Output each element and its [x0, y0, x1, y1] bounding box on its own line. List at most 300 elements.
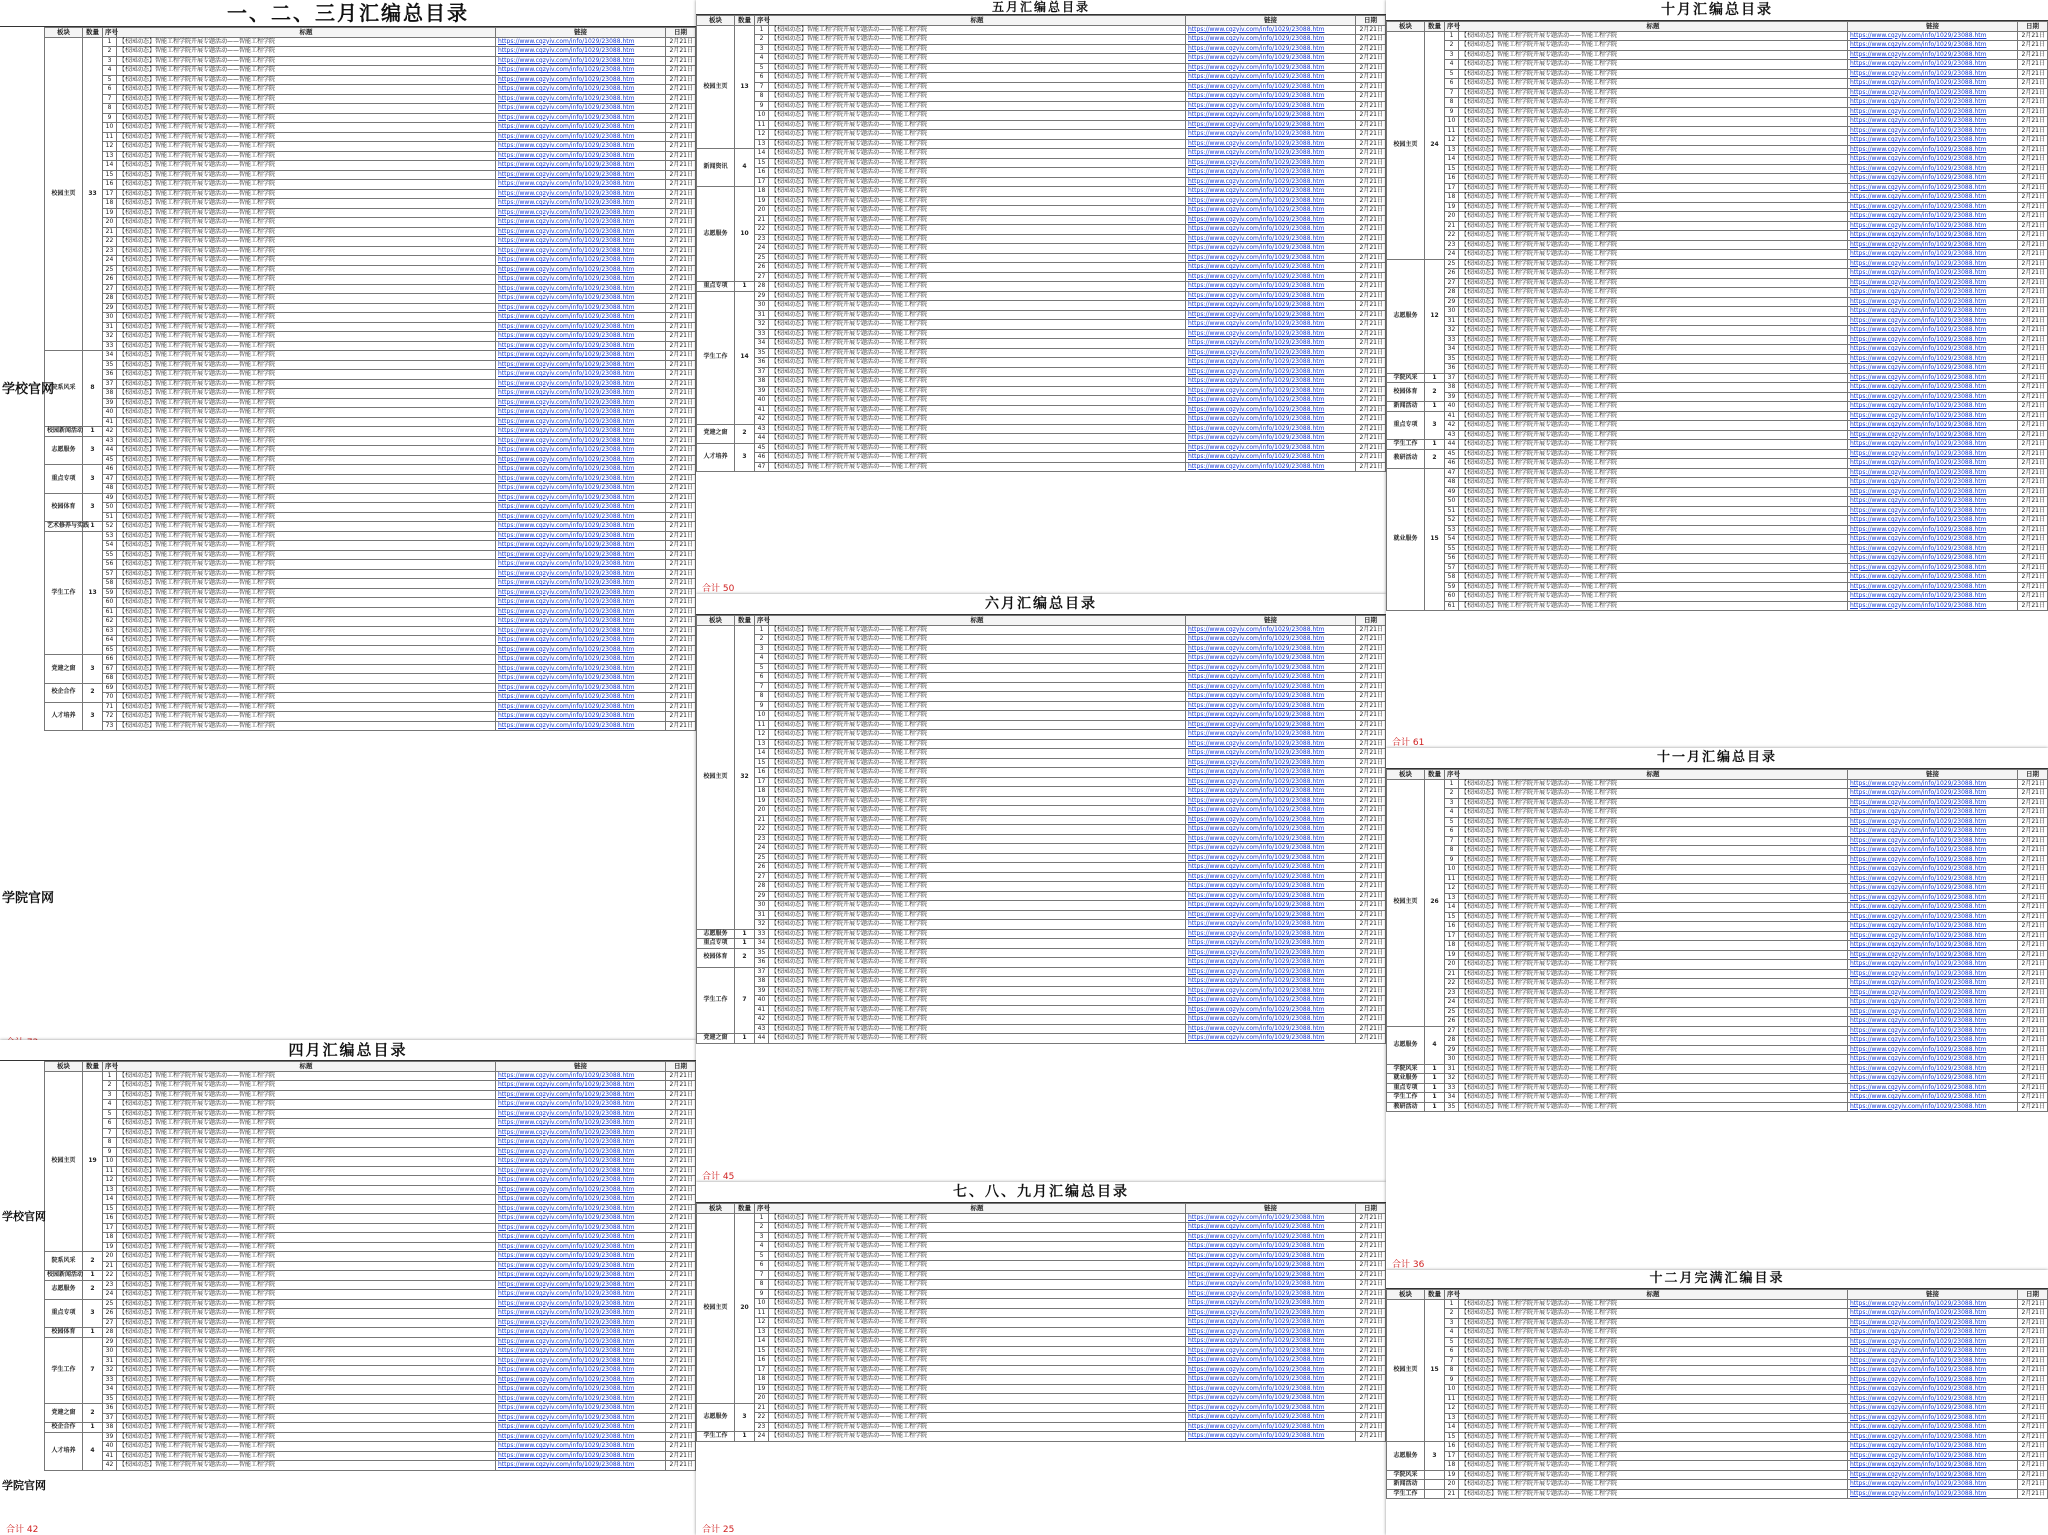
row-link[interactable]: https://www.cqzyiv.com/info/1029/23088.htm — [1186, 1308, 1356, 1318]
row-link[interactable]: https://www.cqzyiv.com/info/1029/23088.htm — [496, 1309, 666, 1319]
row-link[interactable]: https://www.cqzyiv.com/info/1029/23088.htm — [1848, 535, 2018, 545]
row-link[interactable]: https://www.cqzyiv.com/info/1029/23088.htm — [1848, 979, 2018, 989]
row-link[interactable]: https://www.cqzyiv.com/info/1029/23088.htm — [1186, 25, 1356, 35]
row-link[interactable]: https://www.cqzyiv.com/info/1029/23088.htm — [1186, 187, 1356, 197]
row-link[interactable]: https://www.cqzyiv.com/info/1029/23088.htm — [496, 237, 666, 247]
row-link[interactable]: https://www.cqzyiv.com/info/1029/23088.htm — [1848, 1470, 2018, 1480]
row-link[interactable]: https://www.cqzyiv.com/info/1029/23088.htm — [496, 208, 666, 218]
row-link[interactable]: https://www.cqzyiv.com/info/1029/23088.htm — [1848, 1489, 2018, 1499]
row-link[interactable]: https://www.cqzyiv.com/info/1029/23088.htm — [496, 218, 666, 228]
row-link[interactable]: https://www.cqzyiv.com/info/1029/23088.htm — [496, 1451, 666, 1461]
row-link[interactable]: https://www.cqzyiv.com/info/1029/23088.htm — [1186, 1261, 1356, 1271]
row-link[interactable]: https://www.cqzyiv.com/info/1029/23088.htm — [1848, 1404, 2018, 1414]
row-link[interactable]: https://www.cqzyiv.com/info/1029/23088.htm — [1186, 177, 1356, 187]
row-link[interactable]: https://www.cqzyiv.com/info/1029/23088.htm — [1186, 768, 1356, 778]
row-link[interactable]: https://www.cqzyiv.com/info/1029/23088.htm — [1848, 1385, 2018, 1395]
row-link[interactable]: https://www.cqzyiv.com/info/1029/23088.htm — [496, 379, 666, 389]
row-link[interactable]: https://www.cqzyiv.com/info/1029/23088.htm — [1848, 1017, 2018, 1027]
row-link[interactable]: https://www.cqzyiv.com/info/1029/23088.htm — [496, 360, 666, 370]
row-link[interactable]: https://www.cqzyiv.com/info/1029/23088.htm — [1848, 69, 2018, 79]
row-link[interactable]: https://www.cqzyiv.com/info/1029/23088.htm — [496, 674, 666, 684]
row-link[interactable]: https://www.cqzyiv.com/info/1029/23088.htm — [496, 427, 666, 437]
row-link[interactable]: https://www.cqzyiv.com/info/1029/23088.htm — [1848, 231, 2018, 241]
row-link[interactable]: https://www.cqzyiv.com/info/1029/23088.htm — [1186, 73, 1356, 83]
row-link[interactable]: https://www.cqzyiv.com/info/1029/23088.htm — [496, 1347, 666, 1357]
row-link[interactable]: https://www.cqzyiv.com/info/1029/23088.htm — [496, 151, 666, 161]
row-link[interactable]: https://www.cqzyiv.com/info/1029/23088.htm — [1848, 1055, 2018, 1065]
row-link[interactable]: https://www.cqzyiv.com/info/1029/23088.htm — [1186, 853, 1356, 863]
row-link[interactable]: https://www.cqzyiv.com/info/1029/23088.htm — [1848, 497, 2018, 507]
row-link[interactable]: https://www.cqzyiv.com/info/1029/23088.htm — [496, 693, 666, 703]
row-link[interactable]: https://www.cqzyiv.com/info/1029/23088.htm — [496, 322, 666, 332]
row-link[interactable]: https://www.cqzyiv.com/info/1029/23088.htm — [496, 170, 666, 180]
row-link[interactable]: https://www.cqzyiv.com/info/1029/23088.htm — [1848, 988, 2018, 998]
row-link[interactable]: https://www.cqzyiv.com/info/1029/23088.htm — [496, 436, 666, 446]
row-link[interactable]: https://www.cqzyiv.com/info/1029/23088.htm — [496, 265, 666, 275]
row-link[interactable]: https://www.cqzyiv.com/info/1029/23088.htm — [496, 1280, 666, 1290]
row-link[interactable]: https://www.cqzyiv.com/info/1029/23088.htm — [1186, 1280, 1356, 1290]
row-link[interactable]: https://www.cqzyiv.com/info/1029/23088.htm — [1186, 1034, 1356, 1044]
row-link[interactable]: https://www.cqzyiv.com/info/1029/23088.htm — [1186, 673, 1356, 683]
row-link[interactable]: https://www.cqzyiv.com/info/1029/23088.htm — [1848, 155, 2018, 165]
row-link[interactable]: https://www.cqzyiv.com/info/1029/23088.htm — [496, 227, 666, 237]
row-link[interactable]: https://www.cqzyiv.com/info/1029/23088.htm — [1848, 468, 2018, 478]
row-link[interactable]: https://www.cqzyiv.com/info/1029/23088.htm — [1186, 1270, 1356, 1280]
row-link[interactable]: https://www.cqzyiv.com/info/1029/23088.htm — [496, 626, 666, 636]
row-link[interactable]: https://www.cqzyiv.com/info/1029/23088.htm — [1848, 478, 2018, 488]
row-link[interactable]: https://www.cqzyiv.com/info/1029/23088.htm — [1848, 1356, 2018, 1366]
row-link[interactable]: https://www.cqzyiv.com/info/1029/23088.htm — [496, 1299, 666, 1309]
row-link[interactable]: https://www.cqzyiv.com/info/1029/23088.htm — [1186, 1015, 1356, 1025]
row-link[interactable]: https://www.cqzyiv.com/info/1029/23088.htm — [1186, 758, 1356, 768]
row-link[interactable]: https://www.cqzyiv.com/info/1029/23088.htm — [1848, 117, 2018, 127]
row-link[interactable]: https://www.cqzyiv.com/info/1029/23088.htm — [496, 1090, 666, 1100]
row-link[interactable]: https://www.cqzyiv.com/info/1029/23088.htm — [1186, 415, 1356, 425]
row-link[interactable]: https://www.cqzyiv.com/info/1029/23088.htm — [1186, 329, 1356, 339]
row-link[interactable]: https://www.cqzyiv.com/info/1029/23088.htm — [1848, 1026, 2018, 1036]
row-link[interactable]: https://www.cqzyiv.com/info/1029/23088.htm — [1848, 250, 2018, 260]
row-link[interactable]: https://www.cqzyiv.com/info/1029/23088.htm — [1186, 225, 1356, 235]
row-link[interactable]: https://www.cqzyiv.com/info/1029/23088.htm — [496, 588, 666, 598]
row-link[interactable]: https://www.cqzyiv.com/info/1029/23088.htm — [496, 541, 666, 551]
row-link[interactable]: https://www.cqzyiv.com/info/1029/23088.htm — [1848, 855, 2018, 865]
row-link[interactable]: https://www.cqzyiv.com/info/1029/23088.htm — [1848, 269, 2018, 279]
row-link[interactable]: https://www.cqzyiv.com/info/1029/23088.htm — [1848, 1432, 2018, 1442]
row-link[interactable]: https://www.cqzyiv.com/info/1029/23088.htm — [496, 256, 666, 266]
row-link[interactable]: https://www.cqzyiv.com/info/1029/23088.htm — [1848, 354, 2018, 364]
row-link[interactable]: https://www.cqzyiv.com/info/1029/23088.htm — [1186, 234, 1356, 244]
row-link[interactable]: https://www.cqzyiv.com/info/1029/23088.htm — [1848, 827, 2018, 837]
row-link[interactable]: https://www.cqzyiv.com/info/1029/23088.htm — [1186, 1375, 1356, 1385]
row-link[interactable]: https://www.cqzyiv.com/info/1029/23088.htm — [496, 284, 666, 294]
row-link[interactable]: https://www.cqzyiv.com/info/1029/23088.htm — [496, 398, 666, 408]
row-link[interactable]: https://www.cqzyiv.com/info/1029/23088.htm — [496, 1233, 666, 1243]
row-link[interactable]: https://www.cqzyiv.com/info/1029/23088.htm — [1186, 1403, 1356, 1413]
row-link[interactable]: https://www.cqzyiv.com/info/1029/23088.htm — [496, 560, 666, 570]
row-link[interactable]: https://www.cqzyiv.com/info/1029/23088.htm — [496, 1271, 666, 1281]
row-link[interactable]: https://www.cqzyiv.com/info/1029/23088.htm — [1848, 164, 2018, 174]
row-link[interactable]: https://www.cqzyiv.com/info/1029/23088.htm — [1186, 63, 1356, 73]
row-link[interactable]: https://www.cqzyiv.com/info/1029/23088.htm — [1848, 1413, 2018, 1423]
row-link[interactable]: https://www.cqzyiv.com/info/1029/23088.htm — [1186, 149, 1356, 159]
row-link[interactable]: https://www.cqzyiv.com/info/1029/23088.htm — [1186, 206, 1356, 216]
row-link[interactable]: https://www.cqzyiv.com/info/1029/23088.htm — [496, 1290, 666, 1300]
row-link[interactable]: https://www.cqzyiv.com/info/1029/23088.htm — [1848, 1299, 2018, 1309]
row-link[interactable]: https://www.cqzyiv.com/info/1029/23088.htm — [496, 417, 666, 427]
row-link[interactable]: https://www.cqzyiv.com/info/1029/23088.htm — [1186, 739, 1356, 749]
row-link[interactable]: https://www.cqzyiv.com/info/1029/23088.htm — [496, 1166, 666, 1176]
row-link[interactable]: https://www.cqzyiv.com/info/1029/23088.htm — [496, 474, 666, 484]
row-link[interactable]: https://www.cqzyiv.com/info/1029/23088.htm — [1186, 806, 1356, 816]
row-link[interactable]: https://www.cqzyiv.com/info/1029/23088.htm — [496, 636, 666, 646]
row-link[interactable]: https://www.cqzyiv.com/info/1029/23088.htm — [1848, 288, 2018, 298]
row-link[interactable]: https://www.cqzyiv.com/info/1029/23088.htm — [496, 522, 666, 532]
row-link[interactable]: https://www.cqzyiv.com/info/1029/23088.htm — [1186, 272, 1356, 282]
row-link[interactable]: https://www.cqzyiv.com/info/1029/23088.htm — [1848, 903, 2018, 913]
row-link[interactable]: https://www.cqzyiv.com/info/1029/23088.htm — [1848, 259, 2018, 269]
row-link[interactable]: https://www.cqzyiv.com/info/1029/23088.htm — [1848, 1442, 2018, 1452]
row-link[interactable]: https://www.cqzyiv.com/info/1029/23088.htm — [1848, 411, 2018, 421]
row-link[interactable]: https://www.cqzyiv.com/info/1029/23088.htm — [496, 1394, 666, 1404]
row-link[interactable]: https://www.cqzyiv.com/info/1029/23088.htm — [1186, 253, 1356, 263]
row-link[interactable]: https://www.cqzyiv.com/info/1029/23088.htm — [1186, 168, 1356, 178]
row-link[interactable]: https://www.cqzyiv.com/info/1029/23088.htm — [1848, 373, 2018, 383]
row-link[interactable]: https://www.cqzyiv.com/info/1029/23088.htm — [1848, 307, 2018, 317]
row-link[interactable]: https://www.cqzyiv.com/info/1029/23088.htm — [1848, 525, 2018, 535]
row-link[interactable]: https://www.cqzyiv.com/info/1029/23088.htm — [496, 199, 666, 209]
row-link[interactable]: https://www.cqzyiv.com/info/1029/23088.htm — [1186, 1356, 1356, 1366]
row-link[interactable]: https://www.cqzyiv.com/info/1029/23088.htm — [496, 1423, 666, 1433]
row-link[interactable]: https://www.cqzyiv.com/info/1029/23088.htm — [1848, 1423, 2018, 1433]
row-link[interactable]: https://www.cqzyiv.com/info/1029/23088.htm — [1848, 79, 2018, 89]
row-link[interactable]: https://www.cqzyiv.com/info/1029/23088.htm — [496, 1318, 666, 1328]
row-link[interactable]: https://www.cqzyiv.com/info/1029/23088.htm — [496, 1328, 666, 1338]
row-link[interactable]: https://www.cqzyiv.com/info/1029/23088.htm — [1848, 98, 2018, 108]
row-link[interactable]: https://www.cqzyiv.com/info/1029/23088.htm — [496, 1119, 666, 1129]
row-link[interactable]: https://www.cqzyiv.com/info/1029/23088.htm — [1848, 544, 2018, 554]
row-link[interactable]: https://www.cqzyiv.com/info/1029/23088.htm — [496, 1261, 666, 1271]
row-link[interactable]: https://www.cqzyiv.com/info/1029/23088.htm — [1848, 1074, 2018, 1084]
row-link[interactable]: https://www.cqzyiv.com/info/1029/23088.htm — [1186, 1223, 1356, 1233]
row-link[interactable]: https://www.cqzyiv.com/info/1029/23088.htm — [1186, 386, 1356, 396]
row-link[interactable]: https://www.cqzyiv.com/info/1029/23088.htm — [1186, 1299, 1356, 1309]
row-link[interactable]: https://www.cqzyiv.com/info/1029/23088.htm — [1848, 1328, 2018, 1338]
row-link[interactable]: https://www.cqzyiv.com/info/1029/23088.htm — [1848, 316, 2018, 326]
row-link[interactable]: https://www.cqzyiv.com/info/1029/23088.htm — [496, 37, 666, 47]
row-link[interactable]: https://www.cqzyiv.com/info/1029/23088.htm — [1848, 402, 2018, 412]
row-link[interactable]: https://www.cqzyiv.com/info/1029/23088.htm — [496, 94, 666, 104]
row-link[interactable]: https://www.cqzyiv.com/info/1029/23088.htm — [496, 1404, 666, 1414]
row-link[interactable]: https://www.cqzyiv.com/info/1029/23088.htm — [1186, 749, 1356, 759]
row-link[interactable]: https://www.cqzyiv.com/info/1029/23088.htm — [1186, 120, 1356, 130]
row-link[interactable]: https://www.cqzyiv.com/info/1029/23088.htm — [1848, 487, 2018, 497]
row-link[interactable]: https://www.cqzyiv.com/info/1029/23088.htm — [1848, 506, 2018, 516]
row-link[interactable]: https://www.cqzyiv.com/info/1029/23088.htm — [1186, 996, 1356, 1006]
row-link[interactable]: https://www.cqzyiv.com/info/1029/23088.htm — [496, 1337, 666, 1347]
row-link[interactable]: https://www.cqzyiv.com/info/1029/23088.htm — [496, 550, 666, 560]
row-link[interactable]: https://www.cqzyiv.com/info/1029/23088.htm — [1848, 459, 2018, 469]
row-link[interactable]: https://www.cqzyiv.com/info/1029/23088.htm — [496, 1385, 666, 1395]
row-link[interactable]: https://www.cqzyiv.com/info/1029/23088.htm — [496, 1081, 666, 1091]
row-link[interactable]: https://www.cqzyiv.com/info/1029/23088.htm — [1186, 358, 1356, 368]
row-link[interactable]: https://www.cqzyiv.com/info/1029/23088.htm — [1848, 1480, 2018, 1490]
row-link[interactable]: https://www.cqzyiv.com/info/1029/23088.htm — [1186, 1005, 1356, 1015]
row-link[interactable]: https://www.cqzyiv.com/info/1029/23088.htm — [1848, 1102, 2018, 1112]
row-link[interactable]: https://www.cqzyiv.com/info/1029/23088.htm — [1186, 158, 1356, 168]
row-link[interactable]: https://www.cqzyiv.com/info/1029/23088.htm — [496, 1204, 666, 1214]
row-link[interactable]: https://www.cqzyiv.com/info/1029/23088.htm — [1186, 1413, 1356, 1423]
row-link[interactable]: https://www.cqzyiv.com/info/1029/23088.htm — [496, 531, 666, 541]
row-link[interactable]: https://www.cqzyiv.com/info/1029/23088.htm — [1848, 126, 2018, 136]
row-link[interactable]: https://www.cqzyiv.com/info/1029/23088.htm — [496, 1195, 666, 1205]
row-link[interactable]: https://www.cqzyiv.com/info/1029/23088.htm — [1186, 92, 1356, 102]
row-link[interactable]: https://www.cqzyiv.com/info/1029/23088.htm — [1186, 1337, 1356, 1347]
row-link[interactable]: https://www.cqzyiv.com/info/1029/23088.htm — [1848, 817, 2018, 827]
row-link[interactable]: https://www.cqzyiv.com/info/1029/23088.htm — [496, 512, 666, 522]
row-link[interactable]: https://www.cqzyiv.com/info/1029/23088.htm — [1186, 396, 1356, 406]
row-link[interactable]: https://www.cqzyiv.com/info/1029/23088.htm — [1186, 663, 1356, 673]
row-link[interactable]: https://www.cqzyiv.com/info/1029/23088.htm — [1186, 625, 1356, 635]
row-link[interactable]: https://www.cqzyiv.com/info/1029/23088.htm — [1848, 1309, 2018, 1319]
row-link[interactable]: https://www.cqzyiv.com/info/1029/23088.htm — [1186, 320, 1356, 330]
row-link[interactable]: https://www.cqzyiv.com/info/1029/23088.htm — [496, 712, 666, 722]
row-link[interactable]: https://www.cqzyiv.com/info/1029/23088.htm — [496, 294, 666, 304]
row-link[interactable]: https://www.cqzyiv.com/info/1029/23088.htm — [496, 123, 666, 133]
row-link[interactable]: https://www.cqzyiv.com/info/1029/23088.htm — [1186, 1384, 1356, 1394]
row-link[interactable]: https://www.cqzyiv.com/info/1029/23088.htm — [496, 1375, 666, 1385]
row-link[interactable]: https://www.cqzyiv.com/info/1029/23088.htm — [1848, 1036, 2018, 1046]
row-link[interactable]: https://www.cqzyiv.com/info/1029/23088.htm — [1848, 392, 2018, 402]
row-link[interactable]: https://www.cqzyiv.com/info/1029/23088.htm — [1186, 1346, 1356, 1356]
row-link[interactable]: https://www.cqzyiv.com/info/1029/23088.htm — [1848, 912, 2018, 922]
row-link[interactable]: https://www.cqzyiv.com/info/1029/23088.htm — [1186, 139, 1356, 149]
row-link[interactable]: https://www.cqzyiv.com/info/1029/23088.htm — [1186, 35, 1356, 45]
row-link[interactable]: https://www.cqzyiv.com/info/1029/23088.htm — [1186, 310, 1356, 320]
row-link[interactable]: https://www.cqzyiv.com/info/1029/23088.htm — [496, 1356, 666, 1366]
row-link[interactable]: https://www.cqzyiv.com/info/1029/23088.htm — [1186, 130, 1356, 140]
row-link[interactable]: https://www.cqzyiv.com/info/1029/23088.htm — [1186, 44, 1356, 54]
row-link[interactable]: https://www.cqzyiv.com/info/1029/23088.htm — [1186, 977, 1356, 987]
row-link[interactable]: https://www.cqzyiv.com/info/1029/23088.htm — [496, 484, 666, 494]
row-link[interactable]: https://www.cqzyiv.com/info/1029/23088.htm — [1186, 692, 1356, 702]
row-link[interactable]: https://www.cqzyiv.com/info/1029/23088.htm — [1848, 430, 2018, 440]
row-link[interactable]: https://www.cqzyiv.com/info/1029/23088.htm — [1186, 291, 1356, 301]
row-link[interactable]: https://www.cqzyiv.com/info/1029/23088.htm — [1848, 1451, 2018, 1461]
row-link[interactable]: https://www.cqzyiv.com/info/1029/23088.htm — [1848, 383, 2018, 393]
row-link[interactable]: https://www.cqzyiv.com/info/1029/23088.htm — [496, 1147, 666, 1157]
row-link[interactable]: https://www.cqzyiv.com/info/1029/23088.htm — [496, 446, 666, 456]
row-link[interactable]: https://www.cqzyiv.com/info/1029/23088.htm — [1186, 82, 1356, 92]
row-link[interactable]: https://www.cqzyiv.com/info/1029/23088.htm — [496, 455, 666, 465]
row-link[interactable]: https://www.cqzyiv.com/info/1029/23088.htm — [1848, 516, 2018, 526]
row-link[interactable]: https://www.cqzyiv.com/info/1029/23088.htm — [496, 275, 666, 285]
row-link[interactable]: https://www.cqzyiv.com/info/1029/23088.htm — [1186, 1242, 1356, 1252]
row-link[interactable]: https://www.cqzyiv.com/info/1029/23088.htm — [496, 408, 666, 418]
row-link[interactable]: https://www.cqzyiv.com/info/1029/23088.htm — [1848, 326, 2018, 336]
row-link[interactable]: https://www.cqzyiv.com/info/1029/23088.htm — [1186, 834, 1356, 844]
row-link[interactable]: https://www.cqzyiv.com/info/1029/23088.htm — [496, 503, 666, 513]
row-link[interactable]: https://www.cqzyiv.com/info/1029/23088.htm — [1186, 901, 1356, 911]
row-link[interactable]: https://www.cqzyiv.com/info/1029/23088.htm — [1186, 462, 1356, 472]
row-link[interactable]: https://www.cqzyiv.com/info/1029/23088.htm — [496, 702, 666, 712]
row-link[interactable]: https://www.cqzyiv.com/info/1029/23088.htm — [496, 664, 666, 674]
row-link[interactable]: https://www.cqzyiv.com/info/1029/23088.htm — [1848, 960, 2018, 970]
row-link[interactable]: https://www.cqzyiv.com/info/1029/23088.htm — [1186, 263, 1356, 273]
row-link[interactable]: https://www.cqzyiv.com/info/1029/23088.htm — [496, 1214, 666, 1224]
row-link[interactable]: https://www.cqzyiv.com/info/1029/23088.htm — [496, 598, 666, 608]
row-link[interactable]: https://www.cqzyiv.com/info/1029/23088.htm — [1186, 101, 1356, 111]
row-link[interactable]: https://www.cqzyiv.com/info/1029/23088.htm — [1186, 844, 1356, 854]
row-link[interactable]: https://www.cqzyiv.com/info/1029/23088.htm — [1848, 297, 2018, 307]
row-link[interactable]: https://www.cqzyiv.com/info/1029/23088.htm — [1186, 891, 1356, 901]
row-link[interactable]: https://www.cqzyiv.com/info/1029/23088.htm — [1848, 1083, 2018, 1093]
row-link[interactable]: https://www.cqzyiv.com/info/1029/23088.htm — [1848, 884, 2018, 894]
row-link[interactable]: https://www.cqzyiv.com/info/1029/23088.htm — [1848, 846, 2018, 856]
row-link[interactable]: https://www.cqzyiv.com/info/1029/23088.htm — [1186, 348, 1356, 358]
row-link[interactable]: https://www.cqzyiv.com/info/1029/23088.htm — [1186, 929, 1356, 939]
row-link[interactable]: https://www.cqzyiv.com/info/1029/23088.htm — [496, 1366, 666, 1376]
row-link[interactable]: https://www.cqzyiv.com/info/1029/23088.htm — [496, 1442, 666, 1452]
row-link[interactable]: https://www.cqzyiv.com/info/1029/23088.htm — [1848, 440, 2018, 450]
row-link[interactable]: https://www.cqzyiv.com/info/1029/23088.htm — [496, 104, 666, 114]
row-link[interactable]: https://www.cqzyiv.com/info/1029/23088.htm — [1848, 922, 2018, 932]
row-link[interactable]: https://www.cqzyiv.com/info/1029/23088.htm — [1848, 1461, 2018, 1471]
row-link[interactable]: https://www.cqzyiv.com/info/1029/23088.htm — [496, 1185, 666, 1195]
row-link[interactable]: https://www.cqzyiv.com/info/1029/23088.htm — [496, 1071, 666, 1081]
row-link[interactable]: https://www.cqzyiv.com/info/1029/23088.htm — [1848, 601, 2018, 611]
row-link[interactable]: https://www.cqzyiv.com/info/1029/23088.htm — [1848, 1394, 2018, 1404]
row-link[interactable]: https://www.cqzyiv.com/info/1029/23088.htm — [1848, 1366, 2018, 1376]
row-link[interactable]: https://www.cqzyiv.com/info/1029/23088.htm — [1848, 998, 2018, 1008]
row-link[interactable]: https://www.cqzyiv.com/info/1029/23088.htm — [496, 351, 666, 361]
row-link[interactable]: https://www.cqzyiv.com/info/1029/23088.htm — [496, 1176, 666, 1186]
row-link[interactable]: https://www.cqzyiv.com/info/1029/23088.htm — [1186, 720, 1356, 730]
row-link[interactable]: https://www.cqzyiv.com/info/1029/23088.htm — [1848, 1045, 2018, 1055]
row-link[interactable]: https://www.cqzyiv.com/info/1029/23088.htm — [496, 341, 666, 351]
row-link[interactable]: https://www.cqzyiv.com/info/1029/23088.htm — [1848, 969, 2018, 979]
row-link[interactable]: https://www.cqzyiv.com/info/1029/23088.htm — [496, 189, 666, 199]
row-link[interactable]: https://www.cqzyiv.com/info/1029/23088.htm — [1186, 434, 1356, 444]
row-link[interactable]: https://www.cqzyiv.com/info/1029/23088.htm — [1186, 967, 1356, 977]
row-link[interactable]: https://www.cqzyiv.com/info/1029/23088.htm — [1848, 1375, 2018, 1385]
row-link[interactable]: https://www.cqzyiv.com/info/1029/23088.htm — [1848, 941, 2018, 951]
row-link[interactable]: https://www.cqzyiv.com/info/1029/23088.htm — [1848, 563, 2018, 573]
row-link[interactable]: https://www.cqzyiv.com/info/1029/23088.htm — [496, 142, 666, 152]
row-link[interactable]: https://www.cqzyiv.com/info/1029/23088.htm — [496, 75, 666, 85]
row-link[interactable]: https://www.cqzyiv.com/info/1029/23088.htm — [1848, 278, 2018, 288]
row-link[interactable]: https://www.cqzyiv.com/info/1029/23088.htm — [1186, 453, 1356, 463]
row-link[interactable]: https://www.cqzyiv.com/info/1029/23088.htm — [1186, 443, 1356, 453]
row-link[interactable]: https://www.cqzyiv.com/info/1029/23088.htm — [1848, 1347, 2018, 1357]
row-link[interactable]: https://www.cqzyiv.com/info/1029/23088.htm — [1186, 282, 1356, 292]
row-link[interactable]: https://www.cqzyiv.com/info/1029/23088.htm — [1848, 88, 2018, 98]
row-link[interactable]: https://www.cqzyiv.com/info/1029/23088.htm — [1186, 730, 1356, 740]
row-link[interactable]: https://www.cqzyiv.com/info/1029/23088.htm — [496, 85, 666, 95]
row-link[interactable]: https://www.cqzyiv.com/info/1029/23088.htm — [1848, 221, 2018, 231]
row-link[interactable]: https://www.cqzyiv.com/info/1029/23088.htm — [1186, 1024, 1356, 1034]
row-link[interactable]: https://www.cqzyiv.com/info/1029/23088.htm — [1186, 872, 1356, 882]
row-link[interactable]: https://www.cqzyiv.com/info/1029/23088.htm — [1848, 582, 2018, 592]
row-link[interactable]: https://www.cqzyiv.com/info/1029/23088.htm — [1186, 1394, 1356, 1404]
row-link[interactable]: https://www.cqzyiv.com/info/1029/23088.htm — [1186, 1365, 1356, 1375]
row-link[interactable]: https://www.cqzyiv.com/info/1029/23088.htm — [496, 370, 666, 380]
row-link[interactable]: https://www.cqzyiv.com/info/1029/23088.htm — [1848, 107, 2018, 117]
row-link[interactable]: https://www.cqzyiv.com/info/1029/23088.htm — [1186, 882, 1356, 892]
row-link[interactable]: https://www.cqzyiv.com/info/1029/23088.htm — [496, 1109, 666, 1119]
row-link[interactable]: https://www.cqzyiv.com/info/1029/23088.htm — [1186, 863, 1356, 873]
row-link[interactable]: https://www.cqzyiv.com/info/1029/23088.htm — [496, 1252, 666, 1262]
row-link[interactable]: https://www.cqzyiv.com/info/1029/23088.htm — [1186, 796, 1356, 806]
row-link[interactable]: https://www.cqzyiv.com/info/1029/23088.htm — [496, 1138, 666, 1148]
row-link[interactable]: https://www.cqzyiv.com/info/1029/23088.htm — [496, 1128, 666, 1138]
row-link[interactable]: https://www.cqzyiv.com/info/1029/23088.htm — [1186, 825, 1356, 835]
row-link[interactable]: https://www.cqzyiv.com/info/1029/23088.htm — [496, 683, 666, 693]
row-link[interactable]: https://www.cqzyiv.com/info/1029/23088.htm — [1848, 592, 2018, 602]
row-link[interactable]: https://www.cqzyiv.com/info/1029/23088.htm — [1186, 339, 1356, 349]
row-link[interactable]: https://www.cqzyiv.com/info/1029/23088.htm — [1848, 789, 2018, 799]
row-link[interactable]: https://www.cqzyiv.com/info/1029/23088.htm — [1186, 1327, 1356, 1337]
row-link[interactable]: https://www.cqzyiv.com/info/1029/23088.htm — [496, 1413, 666, 1423]
row-link[interactable]: https://www.cqzyiv.com/info/1029/23088.htm — [496, 1223, 666, 1233]
row-link[interactable]: https://www.cqzyiv.com/info/1029/23088.htm — [1186, 920, 1356, 930]
row-link[interactable]: https://www.cqzyiv.com/info/1029/23088.htm — [496, 1461, 666, 1471]
row-link[interactable]: https://www.cqzyiv.com/info/1029/23088.htm — [1848, 183, 2018, 193]
row-link[interactable]: https://www.cqzyiv.com/info/1029/23088.htm — [1848, 41, 2018, 51]
row-link[interactable]: https://www.cqzyiv.com/info/1029/23088.htm — [496, 655, 666, 665]
row-link[interactable]: https://www.cqzyiv.com/info/1029/23088.htm — [1848, 798, 2018, 808]
row-link[interactable]: https://www.cqzyiv.com/info/1029/23088.htm — [1186, 377, 1356, 387]
row-link[interactable]: https://www.cqzyiv.com/info/1029/23088.htm — [1848, 1318, 2018, 1328]
row-link[interactable]: https://www.cqzyiv.com/info/1029/23088.htm — [1848, 145, 2018, 155]
row-link[interactable]: https://www.cqzyiv.com/info/1029/23088.htm — [1848, 174, 2018, 184]
row-link[interactable]: https://www.cqzyiv.com/info/1029/23088.htm — [1186, 424, 1356, 434]
row-link[interactable]: https://www.cqzyiv.com/info/1029/23088.htm — [496, 132, 666, 142]
row-link[interactable]: https://www.cqzyiv.com/info/1029/23088.htm — [1848, 950, 2018, 960]
row-link[interactable]: https://www.cqzyiv.com/info/1029/23088.htm — [1848, 1093, 2018, 1103]
row-link[interactable]: https://www.cqzyiv.com/info/1029/23088.htm — [1186, 910, 1356, 920]
row-link[interactable]: https://www.cqzyiv.com/info/1029/23088.htm — [496, 465, 666, 475]
row-link[interactable]: https://www.cqzyiv.com/info/1029/23088.htm — [1848, 60, 2018, 70]
row-link[interactable]: https://www.cqzyiv.com/info/1029/23088.htm — [496, 607, 666, 617]
row-link[interactable]: https://www.cqzyiv.com/info/1029/23088.htm — [1186, 644, 1356, 654]
row-link[interactable]: https://www.cqzyiv.com/info/1029/23088.htm — [1848, 240, 2018, 250]
row-link[interactable]: https://www.cqzyiv.com/info/1029/23088.htm — [1848, 874, 2018, 884]
row-link[interactable]: https://www.cqzyiv.com/info/1029/23088.htm — [1848, 554, 2018, 564]
row-link[interactable]: https://www.cqzyiv.com/info/1029/23088.htm — [1848, 31, 2018, 41]
row-link[interactable]: https://www.cqzyiv.com/info/1029/23088.htm — [1186, 405, 1356, 415]
row-link[interactable]: https://www.cqzyiv.com/info/1029/23088.htm — [1186, 777, 1356, 787]
row-link[interactable]: https://www.cqzyiv.com/info/1029/23088.htm — [496, 1432, 666, 1442]
row-link[interactable]: https://www.cqzyiv.com/info/1029/23088.htm — [1848, 212, 2018, 222]
row-link[interactable]: https://www.cqzyiv.com/info/1029/23088.htm — [496, 56, 666, 66]
row-link[interactable]: https://www.cqzyiv.com/info/1029/23088.htm — [496, 617, 666, 627]
row-link[interactable]: https://www.cqzyiv.com/info/1029/23088.htm — [1848, 779, 2018, 789]
row-link[interactable]: https://www.cqzyiv.com/info/1029/23088.htm — [1186, 111, 1356, 121]
row-link[interactable]: https://www.cqzyiv.com/info/1029/23088.htm — [496, 47, 666, 57]
row-link[interactable]: https://www.cqzyiv.com/info/1029/23088.htm — [496, 113, 666, 123]
row-link[interactable]: https://www.cqzyiv.com/info/1029/23088.htm — [1848, 202, 2018, 212]
row-link[interactable]: https://www.cqzyiv.com/info/1029/23088.htm — [1186, 654, 1356, 664]
row-link[interactable]: https://www.cqzyiv.com/info/1029/23088.htm — [1848, 421, 2018, 431]
row-link[interactable]: https://www.cqzyiv.com/info/1029/23088.htm — [496, 161, 666, 171]
row-link[interactable]: https://www.cqzyiv.com/info/1029/23088.htm — [1186, 1232, 1356, 1242]
row-link[interactable]: https://www.cqzyiv.com/info/1029/23088.htm — [1186, 986, 1356, 996]
row-link[interactable]: https://www.cqzyiv.com/info/1029/23088.htm — [1186, 701, 1356, 711]
row-link[interactable]: https://www.cqzyiv.com/info/1029/23088.htm — [1848, 335, 2018, 345]
row-link[interactable]: https://www.cqzyiv.com/info/1029/23088.htm — [1186, 1318, 1356, 1328]
row-link[interactable]: https://www.cqzyiv.com/info/1029/23088.htm — [1186, 1251, 1356, 1261]
row-link[interactable]: https://www.cqzyiv.com/info/1029/23088.htm — [1186, 815, 1356, 825]
